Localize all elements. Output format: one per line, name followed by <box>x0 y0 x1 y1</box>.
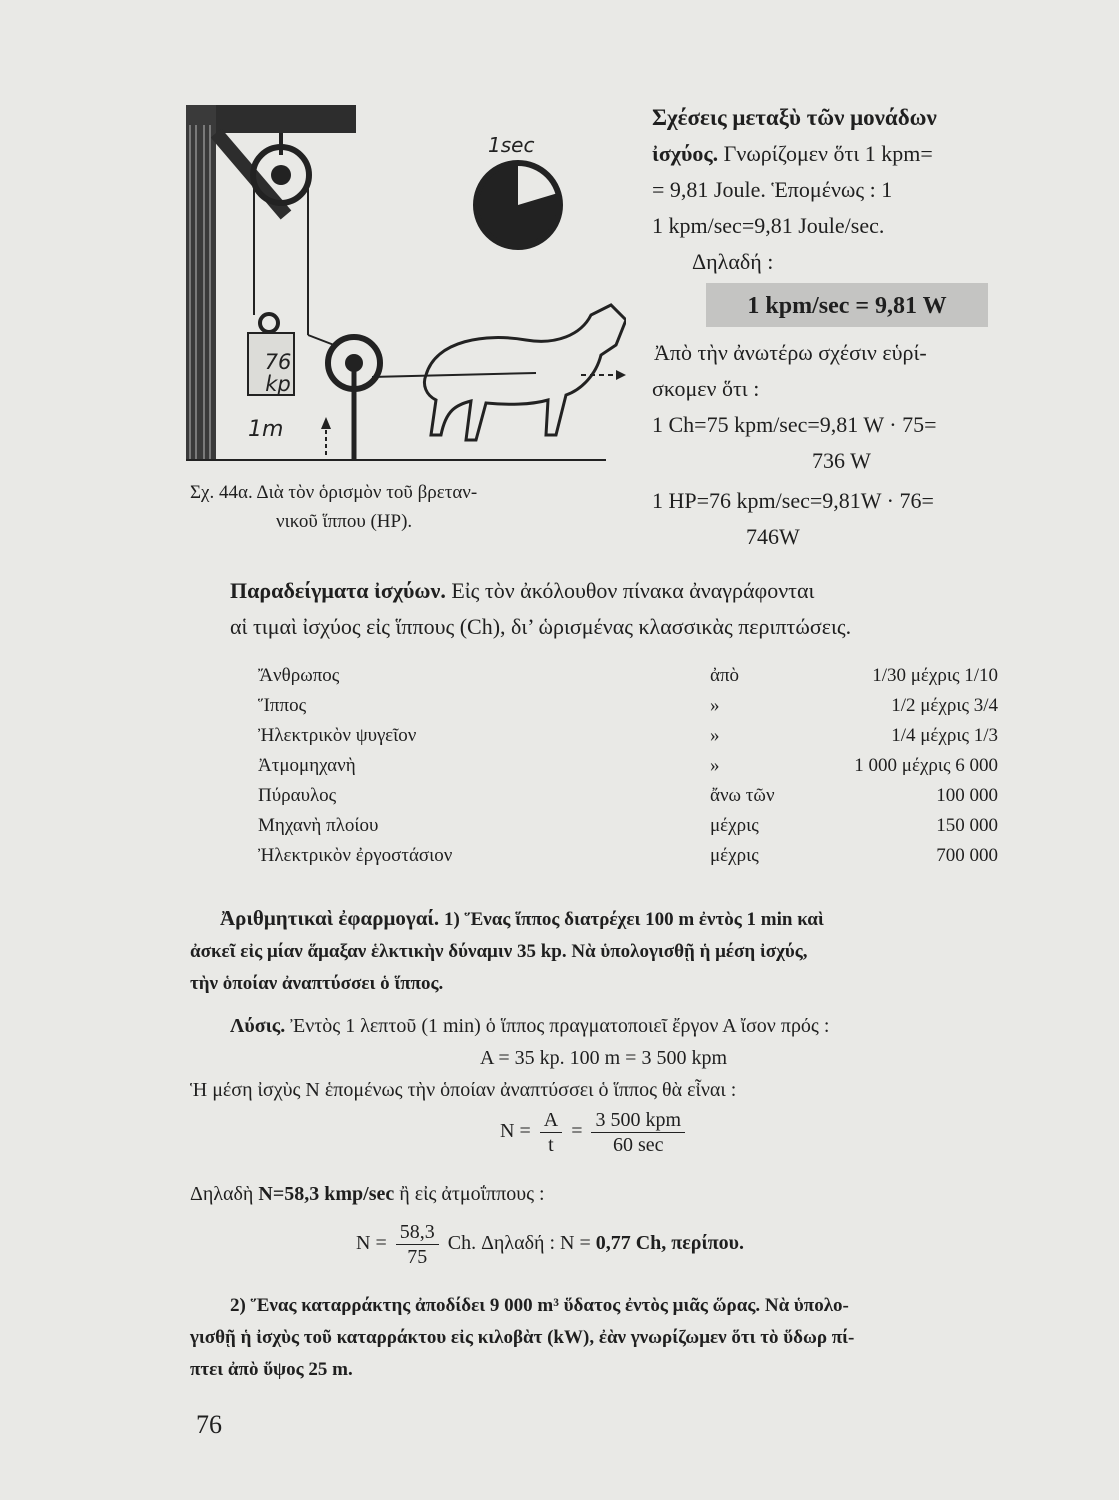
horsepower-figure <box>186 105 626 465</box>
problem-1-line-1 <box>190 902 1052 936</box>
problem-1-text: 1) Ἕνας ἵππος διατρέχει 100 m ἐντὸς 1 min καὶ <box>439 909 824 930</box>
table-row <box>258 695 1048 725</box>
after-line-2: σκομεν ὅτι : <box>652 376 760 401</box>
weight-value: 76 <box>264 350 292 374</box>
problem-2-line-2: γισθῇ ἡ ἰσχὺς τοῦ καταρράκτου εἰς κιλοβὰτ (kW), ἐὰν γνωρίζωμεν ὅτι τὸ ὕδωρ πί- <box>190 1327 855 1348</box>
ch-result: 736 W <box>812 448 871 473</box>
eq-equals: = <box>571 1120 583 1143</box>
solution-label: Λύσις. <box>230 1015 286 1037</box>
relation-line-4: 1 kpm/sec=9,81 Joule/sec. <box>652 213 885 238</box>
table-cell-name: Μηχανὴ πλοίου <box>258 815 379 836</box>
time-label: 1sec <box>488 133 535 157</box>
table-cell-name: Ἀτμομηχανὴ <box>258 755 356 776</box>
table-cell-prefix: μέχρις <box>710 845 759 866</box>
examples-line-2: αἱ τιμαὶ ἰσχύος εἰς ἵππους (Ch), δι’ ὡρισμένας κλασσικὰς περιπτώσεις. <box>230 614 852 639</box>
unit-relations-section <box>652 100 1052 280</box>
power-equation <box>500 1108 900 1157</box>
table-row <box>258 815 1048 845</box>
heading-bold-word: ἰσχύος. <box>652 141 719 166</box>
after-line-1: Ἀπὸ τὴν ἀνωτέρω σχέσιν εὑρί- <box>654 340 927 365</box>
solution-line-1 <box>190 1010 1052 1042</box>
ch-line: 1 Ch=75 kpm/sec=9,81 W · 75= <box>652 412 937 437</box>
eq2-num: 58,3 <box>396 1220 439 1245</box>
examples-line-1 <box>230 573 1050 609</box>
fraction-kpm-over-sec <box>591 1108 685 1157</box>
eq2-den: 75 <box>407 1246 428 1268</box>
table-cell-name: Ἄνθρωπος <box>258 665 340 686</box>
table-cell-name: Πύραυλος <box>258 785 337 806</box>
eq-t: t <box>548 1134 554 1156</box>
heading-rest: Γνωρίζομεν ὅτι 1 kpm= <box>718 141 933 166</box>
weight-unit: kp <box>265 372 291 396</box>
examples-heading: Παραδείγματα ἰσχύων. <box>230 578 446 603</box>
eq-A: A <box>540 1108 562 1133</box>
table-cell-value: 100 000 <box>936 785 998 806</box>
result-bold: N=58,3 kmp/sec <box>258 1183 395 1205</box>
weight-label <box>258 351 298 395</box>
eq-N: N = <box>500 1120 531 1143</box>
hp-line: 1 HP=76 kpm/sec=9,81W · 76= <box>652 488 934 513</box>
problem-2 <box>190 1290 1052 1386</box>
table-cell-name: Ἠλεκτρικὸν ψυγεῖον <box>258 725 417 746</box>
solution-text: Ἐντὸς 1 λεπτοῦ (1 min) ὁ ἵππος πραγματοποιεῖ ἔργον Α ἴσον πρός : <box>285 1015 830 1037</box>
table-row <box>258 785 1048 815</box>
table-cell-prefix: » <box>710 695 720 716</box>
figure-caption <box>190 478 630 536</box>
table-cell-prefix: ἀπὸ <box>710 665 740 686</box>
result-prefix: Δηλαδὴ <box>190 1183 259 1205</box>
caption-line-2: νικοῦ ἵππου (HP). <box>276 511 413 532</box>
table-cell-value: 1/2 μέχρις 3/4 <box>891 695 998 716</box>
problem-2-line-1: 2) Ἕνας καταρράκτης ἀποδίδει 9 000 m³ ὕδατος ἐντὸς μιᾶς ὥρας. Νὰ ὑπολο- <box>230 1295 849 1316</box>
horsepower-equation <box>356 1220 916 1269</box>
fraction-58-over-75 <box>396 1220 439 1269</box>
problem-1-line-3: τὴν ὁποίαν ἀναπτύσσει ὁ ἵππος. <box>190 973 444 994</box>
section-heading-line-1: Σχέσεις μεταξὺ τῶν μονάδων <box>652 105 937 130</box>
examples-paragraph <box>230 573 1050 645</box>
problem-1-line-2: ἀσκεῖ εἰς μίαν ἅμαξαν ἑλκτικὴν δύναμιν 35 kp. Νὰ ὑπολογισθῇ ἡ μέση ἰσχύς, <box>190 941 808 962</box>
result-rest: ἢ εἰς ἀτμοΐππους : <box>394 1183 545 1205</box>
table-row <box>258 755 1048 785</box>
caption-line-1: Σχ. 44α. Διὰ τὸν ὁρισμὸν τοῦ βρεταν- <box>190 482 478 503</box>
table-cell-name: Ἠλεκτρικὸν ἐργοστάσιον <box>258 845 453 866</box>
hp-result: 746W <box>746 524 800 549</box>
eq2-N: N = <box>356 1232 387 1255</box>
relation-line-5: Δηλαδή : <box>692 249 774 274</box>
distance-label: 1m <box>248 417 284 442</box>
table-row <box>258 725 1048 755</box>
relation-line-3: = 9,81 Joule. Ἑπομένως : 1 <box>652 177 893 202</box>
table-cell-prefix: » <box>710 725 720 746</box>
table-cell-prefix: ἄνω τῶν <box>710 785 775 806</box>
work-equation: A = 35 kp. 100 m = 3 500 kpm <box>480 1047 728 1069</box>
table-cell-value: 150 000 <box>936 815 998 836</box>
problem-2-line-3: πτει ἀπὸ ὕψος 25 m. <box>190 1359 353 1380</box>
table-cell-prefix: » <box>710 755 720 776</box>
eq-den: 60 sec <box>612 1134 664 1156</box>
table-cell-value: 700 000 <box>936 845 998 866</box>
table-cell-value: 1/4 μέχρις 1/3 <box>891 725 998 746</box>
eq-num: 3 500 kpm <box>591 1108 685 1133</box>
applications-heading: Ἀριθμητικαὶ ἐφαρμογαί. <box>220 906 440 930</box>
table-cell-prefix: μέχρις <box>710 815 759 836</box>
horse-pulley-illustration <box>186 105 626 465</box>
mean-power-line: Ἡ μέση ἰσχὺς Ν ἑπομένως τὴν ὁποίαν ἀναπτύσσει ὁ ἵππος θὰ εἶναι : <box>190 1079 737 1101</box>
section-heading-line-2 <box>652 136 1052 172</box>
fraction-A-over-t <box>540 1108 562 1157</box>
problem-1 <box>190 902 1052 1000</box>
result-line <box>190 1178 1052 1210</box>
highlighted-formula: 1 kpm/sec = 9,81 W <box>706 283 988 327</box>
power-table <box>258 665 1048 875</box>
table-row <box>258 845 1048 875</box>
examples-intro: Εἰς τὸν ἀκόλουθον πίνακα ἀναγράφονται <box>445 578 815 603</box>
eq2-bold: 0,77 Ch, περίπου. <box>595 1232 745 1255</box>
solution-block <box>190 1010 1052 1106</box>
table-cell-name: Ἵππος <box>258 695 307 716</box>
page-number: 76 <box>196 1410 222 1439</box>
eq2-rest: Ch. Δηλαδή : N = <box>447 1232 596 1255</box>
table-row <box>258 665 1048 695</box>
table-cell-value: 1 000 μέχρις 6 000 <box>854 755 998 776</box>
table-cell-value: 1/30 μέχρις 1/10 <box>872 665 998 686</box>
relations-continued <box>652 335 1052 555</box>
